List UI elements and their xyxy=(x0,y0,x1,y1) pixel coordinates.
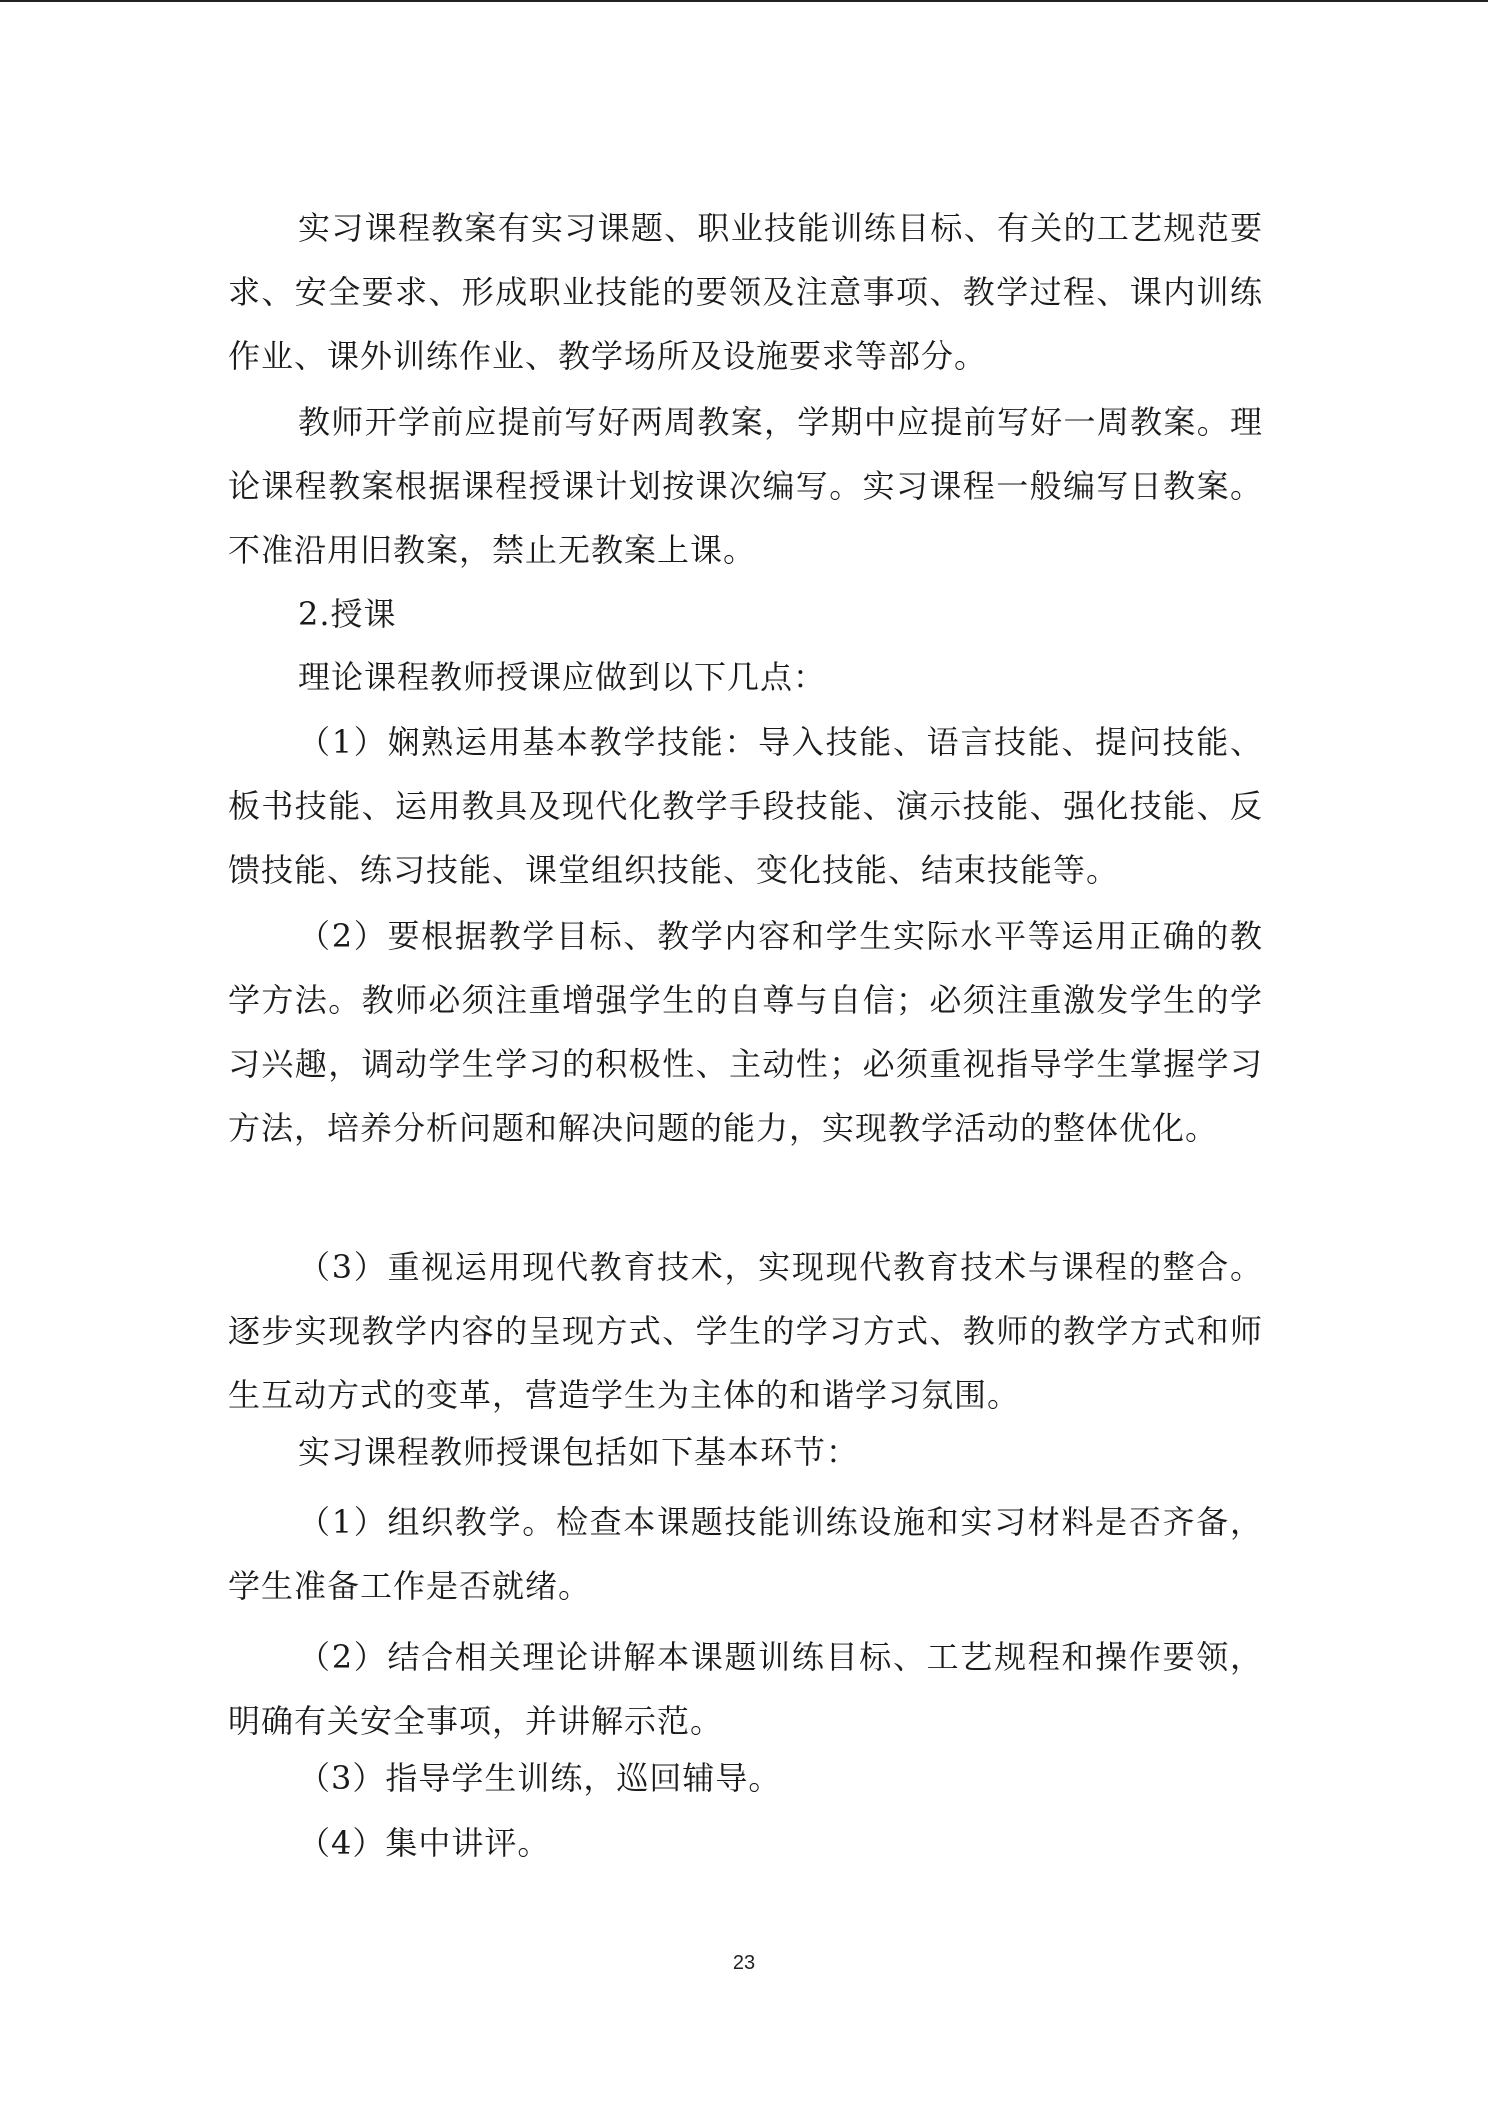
paragraph-practice-item-1: （1）组织教学。检查本课题技能训练设施和实习材料是否齐备，学生准备工作是否就绪。 xyxy=(228,1503,1263,1605)
paragraph-theory-intro: 理论课程教师授课应做到以下几点： xyxy=(298,658,827,696)
page-number: 23 xyxy=(732,1952,756,1974)
top-border-line xyxy=(0,0,1488,2)
paragraph-practice-item-4: （4）集中讲评。 xyxy=(298,1824,551,1862)
paragraph-theory-item-2: （2）要根据教学目标、教学内容和学生实际水平等运用正确的教学方法。教师必须注重增强学生的自尊与自信；必须注重激发学生的学习兴趣，调动学生学习的积极性、主动性；必须重视指导学生掌握学习方法，培养分析问题和解决问题的能力，实现教学活动的整体优化。 xyxy=(228,917,1263,1147)
paragraph-lesson-plan-timing: 教师开学前应提前写好两周教案，学期中应提前写好一周教案。理论课程教案根据课程授课计划按课次编写。实习课程一般编写日教案。不准沿用旧教案，禁止无教案上课。 xyxy=(228,403,1263,569)
paragraph-practice-intro: 实习课程教师授课包括如下基本环节： xyxy=(298,1433,860,1471)
paragraph-practice-item-2: （2）结合相关理论讲解本课题训练目标、工艺规程和操作要领，明确有关安全事项，并讲解示范。 xyxy=(228,1638,1263,1740)
paragraph-practice-item-3: （3）指导学生训练，巡回辅导。 xyxy=(298,1759,782,1797)
section-heading-teaching: 2.授课 xyxy=(298,595,397,633)
paragraph-theory-item-3: （3）重视运用现代教育技术，实现现代教育技术与课程的整合。逐步实现教学内容的呈现方式、学生的学习方式、教师的教学方式和师生互动方式的变革，营造学生为主体的和谐学习氛围。 xyxy=(228,1248,1263,1414)
paragraph-theory-item-1: （1）娴熟运用基本教学技能：导入技能、语言技能、提问技能、板书技能、运用教具及现代化教学手段技能、演示技能、强化技能、反馈技能、练习技能、课堂组织技能、变化技能、结束技能等。 xyxy=(228,723,1263,889)
paragraph-practice-lesson-plan: 实习课程教案有实习课题、职业技能训练目标、有关的工艺规范要求、安全要求、形成职业技能的要领及注意事项、教学过程、课内训练作业、课外训练作业、教学场所及设施要求等部分。 xyxy=(228,209,1263,375)
